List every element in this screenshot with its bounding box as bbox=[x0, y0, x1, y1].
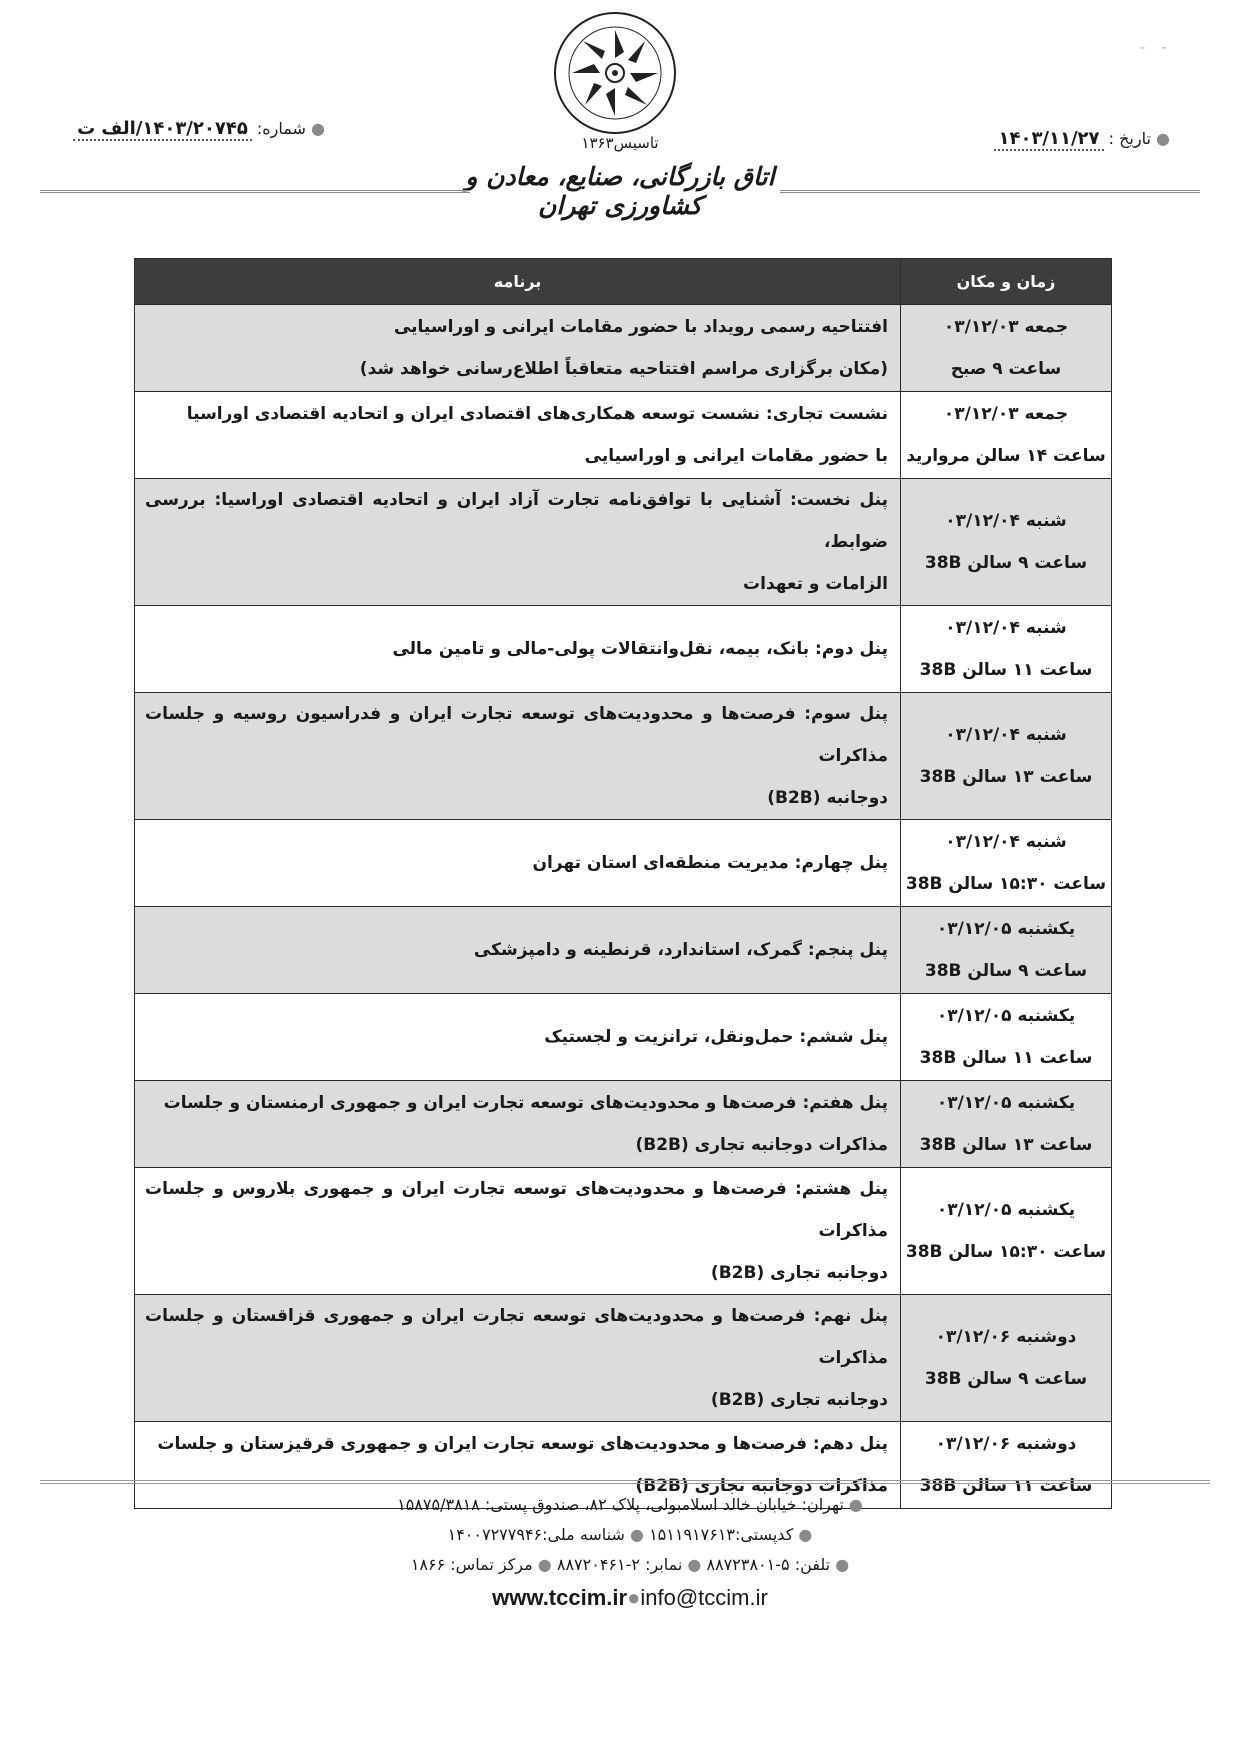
time-cell bbox=[901, 907, 1112, 994]
time-line: ساعت ۱۱ سالن 38B bbox=[919, 1048, 1093, 1068]
program-line: دوجانبه (B2B) bbox=[767, 788, 888, 808]
time-line: شنبه ۰۳/۱۲/۰۴ bbox=[945, 832, 1067, 852]
date-label: تاریخ : bbox=[1108, 129, 1151, 148]
time-cell bbox=[901, 392, 1112, 479]
time-line: ساعت ۹ سالن 38B bbox=[924, 553, 1088, 573]
bullet-icon: ● bbox=[848, 1495, 863, 1514]
footer-ids-line bbox=[380, 1525, 880, 1544]
table-row bbox=[135, 479, 1112, 606]
program-line: مذاکرات دوجانبه تجاری (B2B) bbox=[635, 1135, 888, 1155]
time-cell bbox=[901, 1168, 1112, 1295]
bullet-icon: ● bbox=[537, 1555, 552, 1574]
program-cell bbox=[135, 305, 901, 392]
table-row bbox=[135, 907, 1112, 994]
footer-divider bbox=[40, 1480, 1210, 1484]
table-row bbox=[135, 392, 1112, 479]
table-row bbox=[135, 693, 1112, 820]
program-line: پنل هفتم: فرصت‌ها و محدودیت‌های توسعه تجارت ایران و جمهوری ارمنستان و جلسات bbox=[163, 1093, 888, 1113]
time-cell bbox=[901, 606, 1112, 693]
table-row bbox=[135, 606, 1112, 693]
program-cell bbox=[135, 693, 901, 820]
program-cell bbox=[135, 907, 901, 994]
table-row bbox=[135, 305, 1112, 392]
program-line: پنل سوم: فرصت‌ها و محدودیت‌های توسعه تجارت ایران و فدراسیون روسیه و جلسات مذاکرات bbox=[145, 704, 888, 766]
time-cell bbox=[901, 820, 1112, 907]
footer-address: تهران: خیابان خالد اسلامبولی، پلاک ۸۲، صندوق پستی: ۱۵۸۷۵/۳۸۱۸ bbox=[397, 1495, 844, 1514]
time-cell bbox=[901, 1422, 1112, 1509]
program-line: پنل دهم: فرصت‌ها و محدودیت‌های توسعه تجارت ایران و جمهوری قرقیزستان و جلسات bbox=[157, 1434, 888, 1454]
time-line: ساعت ۱۵:۳۰ سالن 38B bbox=[905, 874, 1107, 894]
email-link[interactable]: info@tccim.ir bbox=[640, 1585, 768, 1610]
time-line: یکشنبه ۰۳/۱۲/۰۵ bbox=[936, 1093, 1076, 1113]
time-cell bbox=[901, 1295, 1112, 1422]
time-line: شنبه ۰۳/۱۲/۰۴ bbox=[945, 725, 1067, 745]
table-row bbox=[135, 1081, 1112, 1168]
program-line: پنل ششم: حمل‌ونقل، ترانزیت و لجستیک bbox=[544, 1027, 888, 1047]
scan-mark: - - bbox=[1140, 40, 1173, 56]
program-cell bbox=[135, 479, 901, 606]
program-cell bbox=[135, 994, 901, 1081]
number-label: شماره: bbox=[256, 119, 306, 138]
time-cell bbox=[901, 305, 1112, 392]
time-line: ساعت ۹ صبح bbox=[950, 359, 1062, 379]
date-value: ۱۴۰۳/۱۱/۲۷ bbox=[994, 128, 1103, 151]
program-line: پنل دوم: بانک، بیمه، نقل‌وانتقالات پولی-مالی و تامین مالی bbox=[392, 639, 888, 659]
bullet-icon: ● bbox=[630, 1525, 644, 1544]
time-line: ساعت ۱۱ سالن 38B bbox=[919, 660, 1093, 680]
column-header-time: زمان و مکان bbox=[901, 259, 1112, 305]
header-divider-right bbox=[780, 190, 1200, 193]
time-cell bbox=[901, 994, 1112, 1081]
program-line: پنل چهارم: مدیریت منطقه‌ای استان تهران bbox=[532, 853, 888, 873]
program-cell bbox=[135, 1168, 901, 1295]
program-cell bbox=[135, 1081, 901, 1168]
footer-contact-line bbox=[380, 1555, 880, 1574]
program-line: پنل هشتم: فرصت‌ها و محدودیت‌های توسعه تجارت ایران و جمهوری بلاروس و جلسات مذاکرات bbox=[145, 1179, 888, 1241]
program-line: دوجانبه تجاری (B2B) bbox=[710, 1390, 888, 1410]
table-row bbox=[135, 1168, 1112, 1295]
table-header-row bbox=[135, 259, 1112, 305]
time-line: یکشنبه ۰۳/۱۲/۰۵ bbox=[936, 1006, 1076, 1026]
time-line: ساعت ۱۱ سالن 38B bbox=[919, 1476, 1093, 1496]
time-line: شنبه ۰۳/۱۲/۰۴ bbox=[945, 618, 1067, 638]
time-line: ساعت ۱۳ سالن 38B bbox=[919, 767, 1093, 787]
organization-name: اتاق بازرگانی، صنایع، معادن و کشاورزی تهران bbox=[465, 162, 775, 220]
time-line: ساعت ۹ سالن 38B bbox=[924, 1369, 1088, 1389]
bullet-icon: ● bbox=[627, 1585, 641, 1610]
time-line: ساعت ۱۳ سالن 38B bbox=[919, 1135, 1093, 1155]
time-line: جمعه ۰۳/۱۲/۰۳ bbox=[943, 404, 1069, 424]
letter-number-field bbox=[73, 118, 325, 139]
table-row bbox=[135, 994, 1112, 1081]
time-line: ساعت ۱۴ سالن مروارید bbox=[906, 446, 1106, 466]
footer-fax: نمابر: ۲-۸۸۷۲۰۴۶۱ bbox=[556, 1555, 683, 1574]
time-line: ساعت ۱۵:۳۰ سالن 38B bbox=[905, 1242, 1107, 1262]
program-line: الزامات و تعهدات bbox=[743, 574, 888, 594]
program-cell bbox=[135, 820, 901, 907]
number-value: ۱۴۰۳/۲۰۷۴۵/الف ت bbox=[73, 118, 252, 141]
program-line: پنل نهم: فرصت‌ها و محدودیت‌های توسعه تجارت ایران و جمهوری قزاقستان و جلسات مذاکرات bbox=[145, 1306, 888, 1368]
program-cell bbox=[135, 606, 901, 693]
program-line: مذاکرات دوجانبه تجاری (B2B) bbox=[635, 1476, 888, 1496]
time-line: ساعت ۹ سالن 38B bbox=[924, 961, 1088, 981]
time-line: دوشنبه ۰۳/۱۲/۰۶ bbox=[935, 1434, 1077, 1454]
bullet-icon: ● bbox=[798, 1525, 813, 1544]
table-row bbox=[135, 1295, 1112, 1422]
footer-phone: تلفن: ۵-۸۸۷۲۳۸۰۱ bbox=[706, 1555, 831, 1574]
time-line: دوشنبه ۰۳/۱۲/۰۶ bbox=[935, 1327, 1077, 1347]
time-cell bbox=[901, 1081, 1112, 1168]
footer-postal-code: کدپستی:۱۵۱۱۹۱۷۶۱۳ bbox=[649, 1525, 794, 1544]
table-row bbox=[135, 820, 1112, 907]
chamber-logo bbox=[550, 8, 680, 138]
bullet-icon: ● bbox=[1156, 129, 1170, 148]
schedule-table bbox=[134, 258, 1112, 1509]
program-line: افتتاحیه رسمی رویداد با حضور مقامات ایرانی و اوراسیایی bbox=[393, 317, 888, 337]
program-line: با حضور مقامات ایرانی و اوراسیایی bbox=[584, 446, 888, 466]
time-line: شنبه ۰۳/۱۲/۰۴ bbox=[945, 511, 1067, 531]
bullet-icon: ● bbox=[687, 1555, 702, 1574]
program-line: پنل نخست: آشنایی با توافق‌نامه تجارت آزاد ایران و اتحادیه اقتصادی اوراسیا: بررسی ضوابط، bbox=[145, 490, 888, 552]
column-header-program: برنامه bbox=[135, 259, 901, 305]
program-line: نشست تجاری: نشست توسعه همکاری‌های اقتصادی ایران و اتحادیه اقتصادی اوراسیا bbox=[186, 404, 888, 424]
schedule-body bbox=[135, 305, 1112, 1509]
bullet-icon: ● bbox=[835, 1555, 850, 1574]
time-line: یکشنبه ۰۳/۱۲/۰۵ bbox=[936, 1200, 1076, 1220]
header-divider-left bbox=[40, 190, 470, 193]
bullet-icon: ● bbox=[311, 119, 325, 138]
footer-web-line bbox=[380, 1585, 880, 1611]
program-line: (مکان برگزاری مراسم افتتاحیه متعاقباً اطلاع‌رسانی خواهد شد) bbox=[359, 359, 888, 379]
time-cell bbox=[901, 693, 1112, 820]
time-line: جمعه ۰۳/۱۲/۰۳ bbox=[943, 317, 1069, 337]
time-line: یکشنبه ۰۳/۱۲/۰۵ bbox=[936, 919, 1076, 939]
founded-year: تاسیس۱۳۶۳ bbox=[581, 134, 659, 152]
program-line: پنل پنجم: گمرک، استاندارد، قرنطینه و دامپزشکی bbox=[473, 940, 888, 960]
program-line: دوجانبه تجاری (B2B) bbox=[710, 1263, 888, 1283]
date-field bbox=[994, 128, 1170, 149]
footer-address-line bbox=[380, 1495, 880, 1514]
website-link[interactable]: www.tccim.ir bbox=[492, 1585, 628, 1610]
footer-national-id: شناسه ملی:۱۴۰۰۷۲۷۷۹۴۶ bbox=[447, 1525, 625, 1544]
time-cell bbox=[901, 479, 1112, 606]
footer-contact-center: مرکز تماس: ۱۸۶۶ bbox=[410, 1555, 533, 1574]
program-cell bbox=[135, 1295, 901, 1422]
program-cell bbox=[135, 392, 901, 479]
